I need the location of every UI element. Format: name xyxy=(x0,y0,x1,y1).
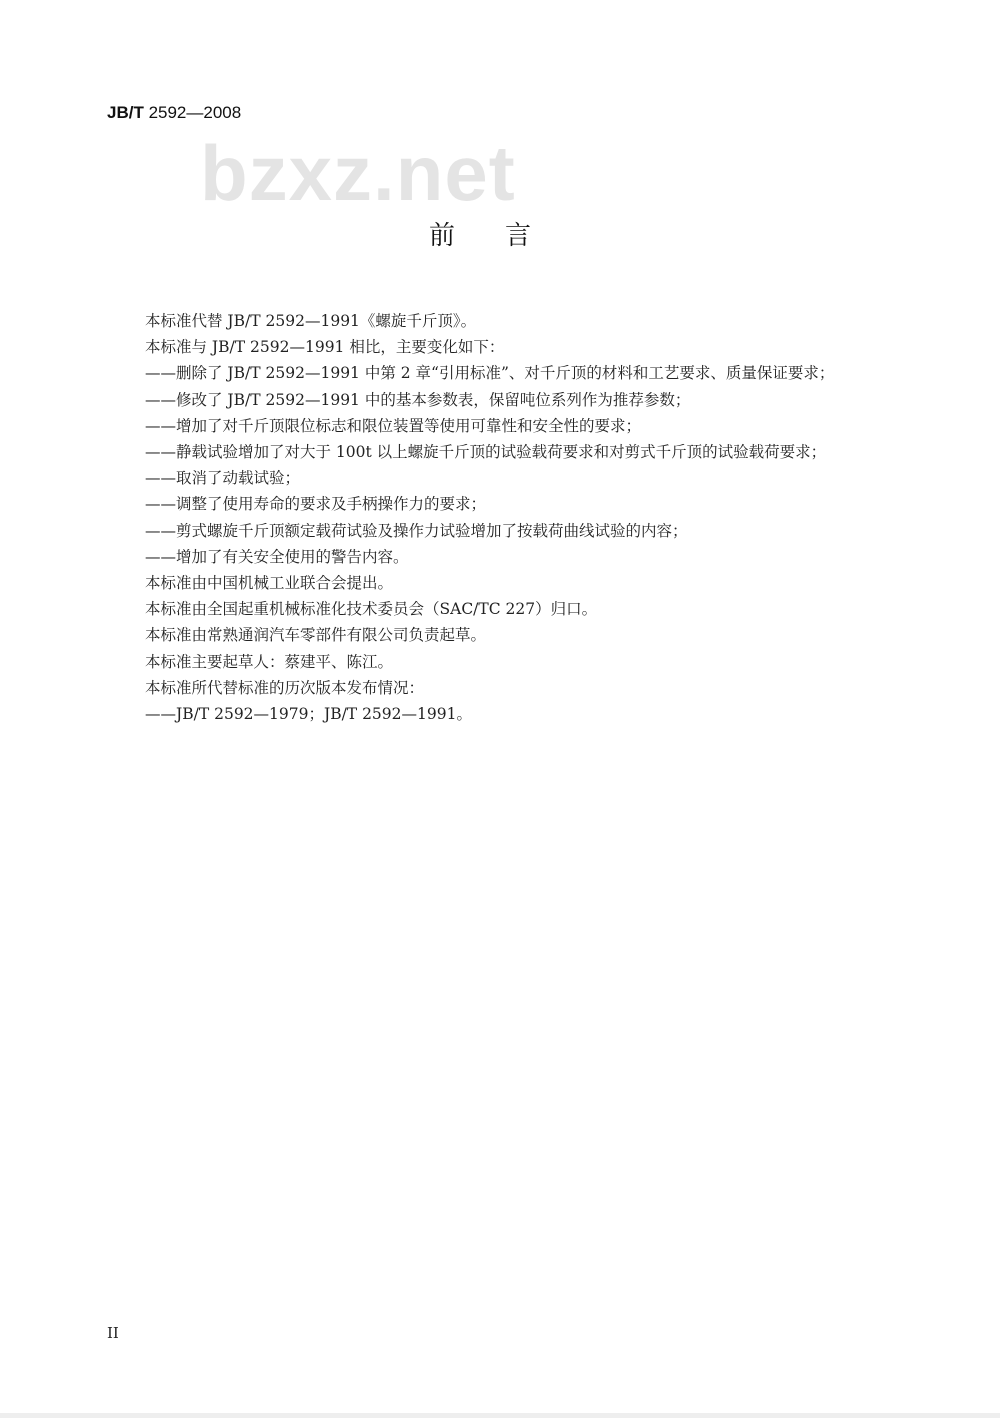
paragraph-line: ——增加了有关安全使用的警告内容。 xyxy=(145,547,409,566)
paragraph-line: 本标准由全国起重机械标准化技术委员会（SAC/TC 227）归口。 xyxy=(145,600,598,619)
page-edge xyxy=(0,1413,1000,1418)
document-code-prefix: JB/T xyxy=(107,103,144,122)
paragraph-line: ——调整了使用寿命的要求及手柄操作力的要求； xyxy=(145,495,487,514)
document-code-number: 2592—2008 xyxy=(143,103,242,122)
document-code xyxy=(107,103,241,123)
paragraph-line: 本标准由中国机械工业联合会提出。 xyxy=(145,574,394,593)
paragraph-line: ——删除了 JB/T 2592—1991 中第 2 章“引用标准”、对千斤顶的材料和工艺要求、质量保证要求； xyxy=(145,364,835,383)
paragraph-line: 本标准主要起草人：蔡建平、陈江。 xyxy=(145,652,394,671)
page-title: 前言 xyxy=(428,221,581,251)
page-number: II xyxy=(107,1324,119,1342)
paragraph-line: ——剪式螺旋千斤顶额定载荷试验及操作力试验增加了按载荷曲线试验的内容； xyxy=(145,521,688,540)
foreword-body xyxy=(145,308,834,727)
paragraph-line: ——修改了 JB/T 2592—1991 中的基本参数表，保留吨位系列作为推荐参数； xyxy=(145,390,691,409)
paragraph-line: ——取消了动载试验； xyxy=(145,469,301,488)
watermark: bzxz.net xyxy=(200,129,516,217)
paragraph-line: 本标准与 JB/T 2592—1991 相比，主要变化如下： xyxy=(145,338,505,357)
paragraph-line: 本标准由常熟通润汽车零部件有限公司负责起草。 xyxy=(145,626,487,645)
paragraph-line: ——静载试验增加了对大于 100t 以上螺旋千斤顶的试验载荷要求和对剪式千斤顶的试验载荷要求； xyxy=(145,443,827,462)
paragraph-line: 本标准代替 JB/T 2592—1991《螺旋千斤顶》。 xyxy=(145,312,477,330)
paragraph-line: ——增加了对千斤顶限位标志和限位装置等使用可靠性和安全性的要求； xyxy=(145,416,642,435)
paragraph-line: ——JB/T 2592—1979；JB/T 2592—1991。 xyxy=(145,705,472,724)
paragraph-line: 本标准所代替标准的历次版本发布情况： xyxy=(145,678,425,697)
